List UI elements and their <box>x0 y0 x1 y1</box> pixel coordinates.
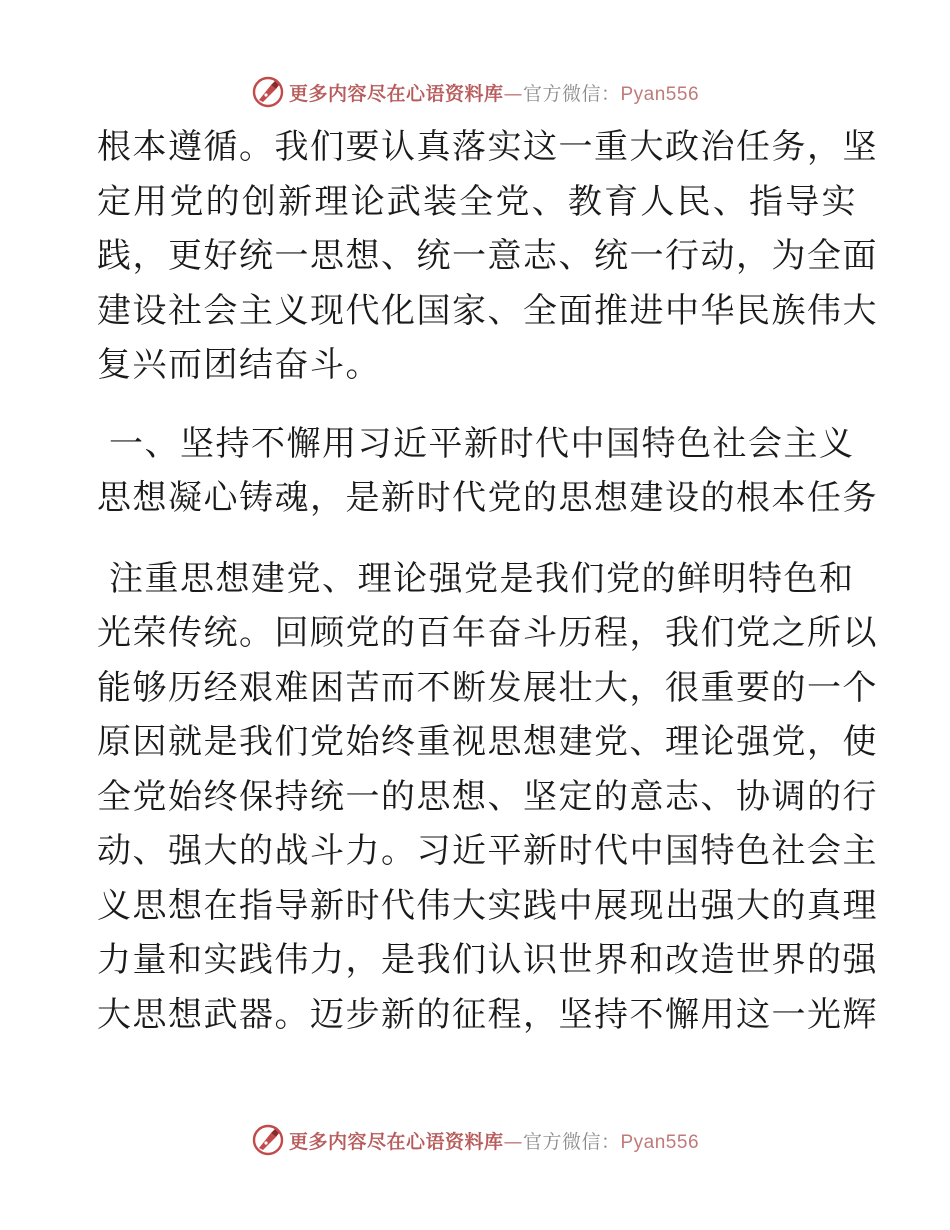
watermark-text <box>289 1127 699 1154</box>
text-line: 义思想在指导新时代伟大实践中展现出强大的真理 <box>97 885 878 926</box>
text-line: 践，更好统一思想、统一意志、统一行动，为全面 <box>97 236 878 276</box>
text-line: 注重思想建党、理论强党是我们党的鲜明特色和 <box>109 558 855 599</box>
watermark-brand: 更多内容尽在心语资料库 <box>288 1130 504 1153</box>
text-line: 动、强大的战斗力。习近平新时代中国特色社会主 <box>97 831 878 871</box>
pen-nib-logo-icon <box>251 1123 285 1157</box>
heading-line: 思想凝心铸魂，是新时代党的思想建设的根本任务 <box>97 478 878 518</box>
heading-line: 一、坚持不懈用习近平新时代中国特色社会主义 <box>109 423 855 464</box>
text-line: 大思想武器。迈步新的征程，坚持不懈用这一光辉 <box>97 994 878 1035</box>
watermark-text <box>289 79 699 106</box>
pen-nib-logo-icon <box>251 75 285 109</box>
text-line: 光荣传统。回顾党的百年奋斗历程，我们党之所以 <box>97 613 878 653</box>
watermark-wechat-id: Pyan556 <box>620 1131 700 1153</box>
watermark-label: 官方微信： <box>522 1130 621 1153</box>
text-line: 复兴而团结奋斗。 <box>97 345 381 385</box>
text-line: 能够历经艰难困苦而不断发展壮大，很重要的一个 <box>97 667 878 708</box>
section-heading-1 <box>97 417 878 526</box>
text-line: 根本遵循。我们要认真落实这一重大政治任务，坚 <box>97 127 878 167</box>
paragraph-1 <box>97 120 878 393</box>
document-body <box>97 120 878 1042</box>
paragraph-2 <box>97 552 878 1043</box>
watermark-wechat-id: Pyan556 <box>620 83 700 105</box>
watermark-label: 官方微信： <box>522 82 621 105</box>
footer-watermark <box>0 1120 950 1160</box>
text-line: 全党始终保持统一的思想、坚定的意志、协调的行 <box>97 776 878 817</box>
watermark-dash: — <box>503 1130 523 1153</box>
text-line: 力量和实践伟力，是我们认识世界和改造世界的强 <box>97 940 878 980</box>
watermark-dash: — <box>503 82 523 105</box>
text-line: 原因就是我们党始终重视思想建党、理论强党，使 <box>97 722 878 762</box>
text-line: 建设社会主义现代化国家、全面推进中华民族伟大 <box>97 290 878 331</box>
text-line: 定用党的创新理论武装全党、教育人民、指导实 <box>97 181 857 222</box>
header-watermark <box>0 72 950 112</box>
watermark-brand: 更多内容尽在心语资料库 <box>288 82 504 105</box>
